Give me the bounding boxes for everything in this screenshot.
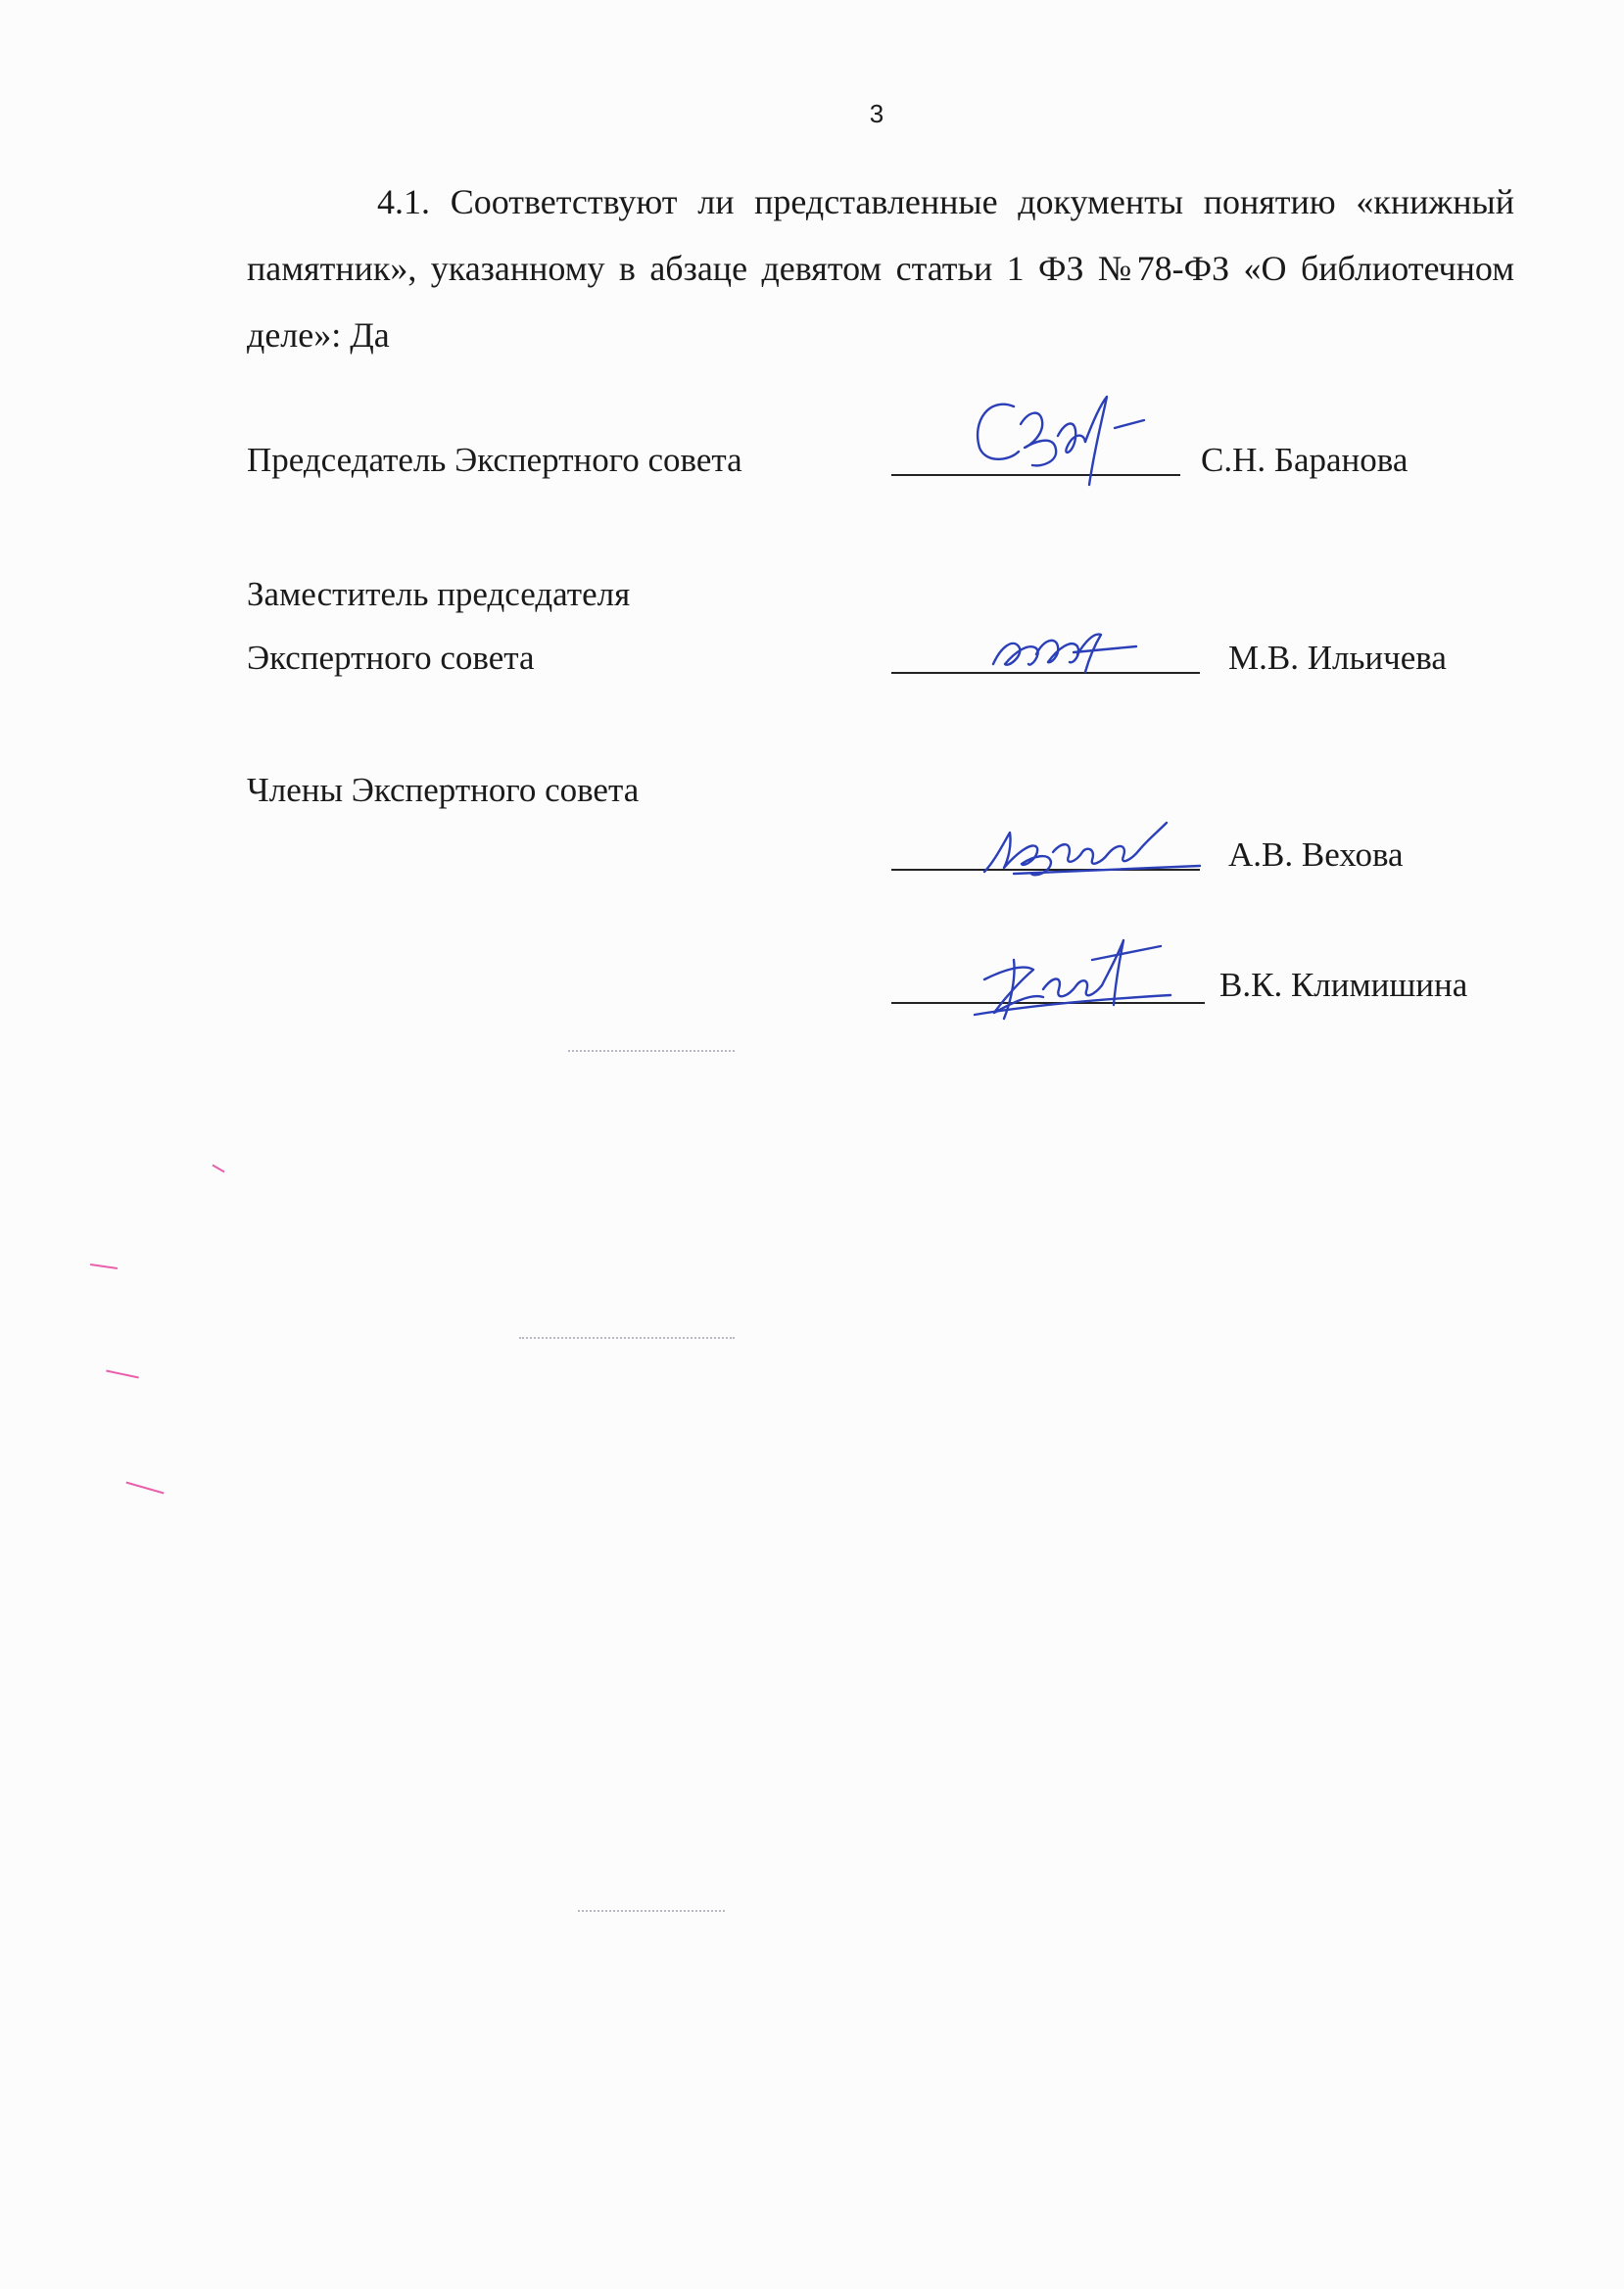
member-2-name: В.К. Климишина — [1219, 966, 1468, 1004]
scan-dots — [578, 1910, 725, 1914]
scan-mark — [212, 1165, 224, 1173]
deputy-title-line1: Заместитель председателя — [247, 575, 631, 613]
scan-mark — [90, 1264, 118, 1269]
member-1-name: А.В. Вехова — [1228, 835, 1404, 874]
members-title: Члены Экспертного совета — [247, 771, 640, 809]
deputy-title-line2: Экспертного совета — [247, 639, 535, 677]
page-number: 3 — [869, 99, 884, 128]
chairman-name: С.Н. Баранова — [1201, 441, 1409, 479]
member-1-signature — [975, 803, 1219, 882]
scan-mark — [125, 1482, 164, 1495]
member-2-signature — [955, 921, 1190, 1028]
question-paragraph: 4.1. Соответствуют ли представленные документы понятию «книжный памятник», указанному в абзаце девятом статьи 1 ФЗ №78-ФЗ «О библиотечном деле»: Да — [247, 182, 1514, 355]
chairman-signature — [960, 377, 1156, 490]
deputy-name: М.В. Ильичева — [1228, 639, 1447, 677]
scan-dots — [519, 1337, 735, 1341]
scan-mark — [106, 1369, 139, 1378]
chairman-title: Председатель Экспертного совета — [247, 441, 742, 479]
deputy-signature — [979, 625, 1156, 684]
scan-dots — [568, 1050, 735, 1054]
